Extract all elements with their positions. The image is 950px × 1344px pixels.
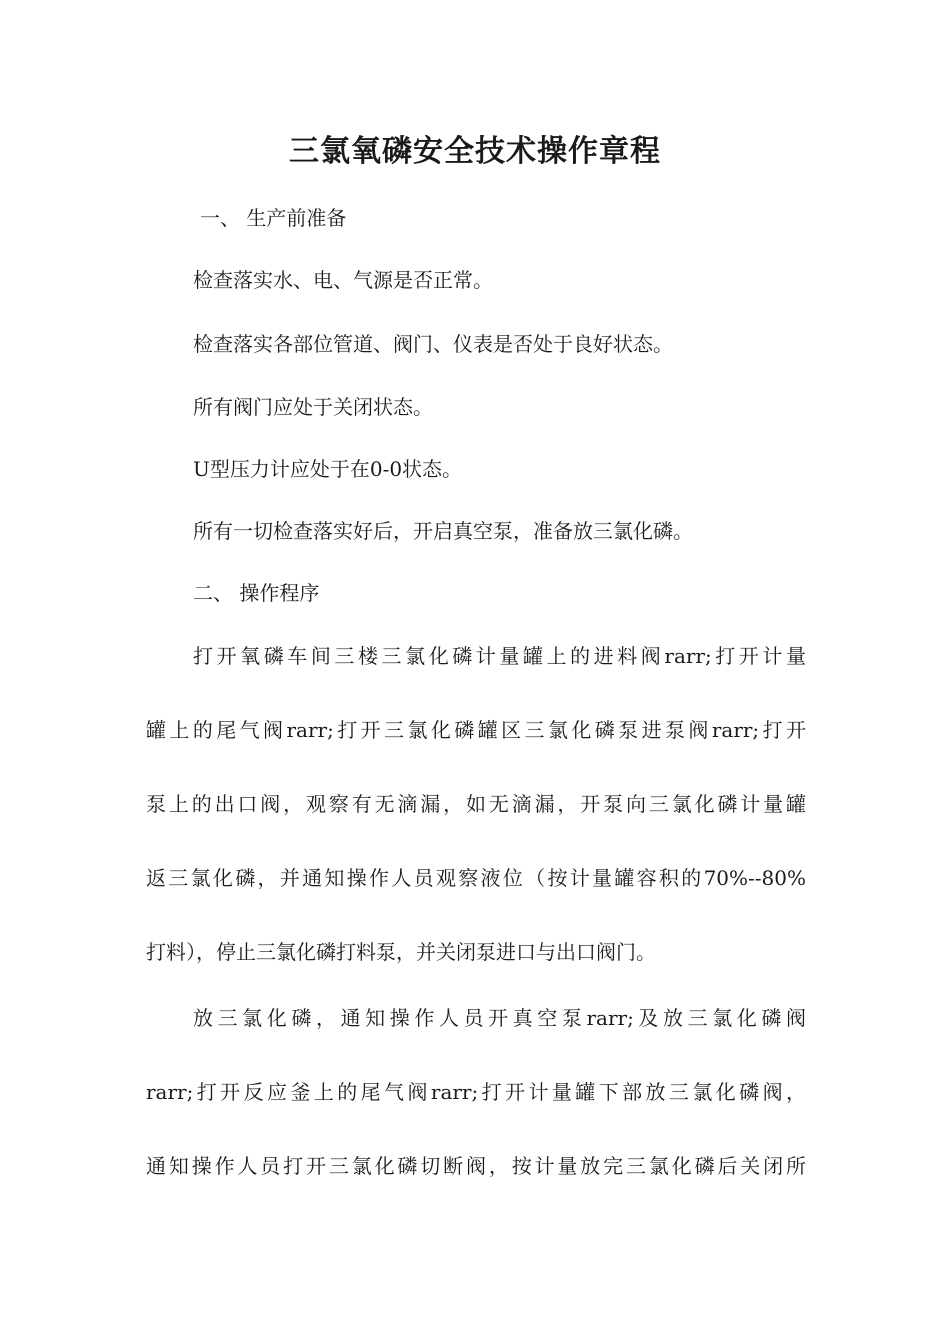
list-item: U型压力计应处于在0-0状态。 [193, 457, 463, 481]
paragraph-line: 打料），停止三氯化磷打料泵，并关闭泵进口与出口阀门。 [146, 940, 656, 964]
section-heading-procedure: 二、 操作程序 [193, 581, 320, 605]
list-item: 检查落实水、电、气源是否正常。 [193, 268, 493, 292]
paragraph-line: 打开氧磷车间三楼三氯化磷计量罐上的进料阀rarr;打开计量 [193, 644, 806, 668]
document-title: 三氯氧磷安全技术操作章程 [289, 134, 661, 169]
paragraph-line: 泵上的出口阀，观察有无滴漏，如无滴漏，开泵向三氯化磷计量罐 [146, 792, 806, 816]
paragraph-line: 通知操作人员打开三氯化磷切断阀，按计量放完三氯化磷后关闭所 [146, 1154, 806, 1178]
paragraph-line: 罐上的尾气阀rarr;打开三氯化磷罐区三氯化磷泵进泵阀rarr;打开 [146, 718, 806, 742]
paragraph-line: 返三氯化磷，并通知操作人员观察液位（按计量罐容积的70%--80% [146, 866, 806, 890]
list-item: 所有一切检查落实好后，开启真空泵，准备放三氯化磷。 [193, 519, 693, 543]
list-item: 所有阀门应处于关闭状态。 [193, 395, 433, 419]
paragraph-line: rarr;打开反应釜上的尾气阀rarr;打开计量罐下部放三氯化磷阀， [146, 1080, 806, 1104]
paragraph-line: 放三氯化磷，通知操作人员开真空泵rarr;及放三氯化磷阀 [193, 1006, 806, 1030]
list-item: 检查落实各部位管道、阀门、仪表是否处于良好状态。 [193, 332, 673, 356]
section-heading-preparation: 一、 生产前准备 [200, 206, 347, 230]
